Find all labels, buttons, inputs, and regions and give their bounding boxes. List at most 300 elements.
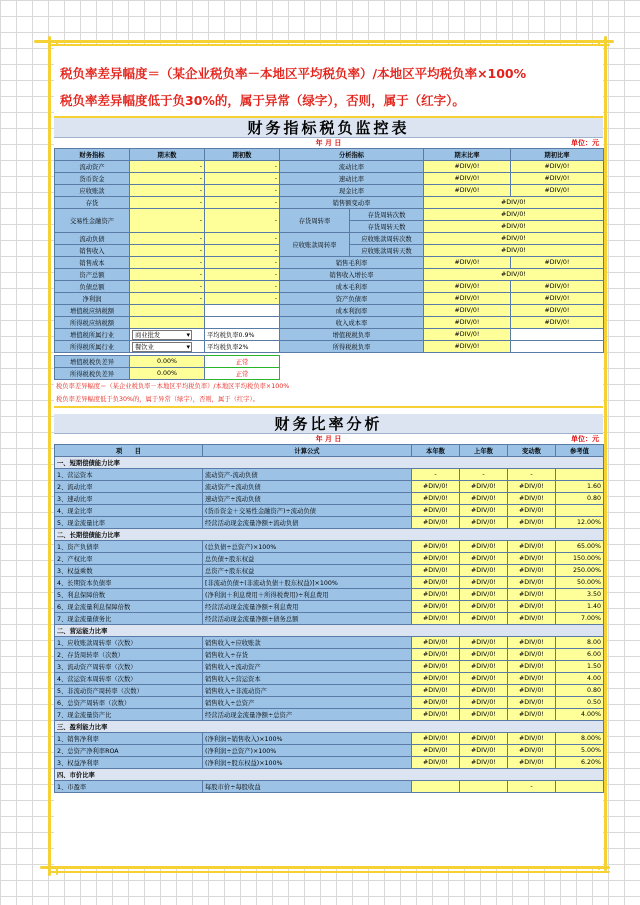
monitor-header-row — [55, 149, 604, 161]
change-cell: #DIV/0! — [508, 541, 556, 553]
table-row — [55, 469, 604, 481]
ratios-date: 年 月 日 — [315, 435, 342, 443]
item-cell: 1、销售净利率 — [55, 733, 203, 745]
indicator-label: 收入成本率 — [280, 317, 424, 329]
begin-ratio-cell — [511, 341, 604, 353]
formula-cell: 流动资产-流动负债 — [203, 469, 412, 481]
last-year-cell: #DIV/0! — [460, 613, 508, 625]
vat-diff-value: 0.00% — [130, 356, 205, 368]
begin-value-cell[interactable]: - — [205, 245, 280, 257]
table-row — [55, 673, 604, 685]
this-year-cell: #DIV/0! — [412, 649, 460, 661]
item-cell: 3、流动资产周转率（次数） — [55, 661, 203, 673]
end-value-cell[interactable]: - — [130, 245, 205, 257]
reference-cell: 50.00% — [556, 577, 604, 589]
formula-cell: 总负债÷股东权益 — [203, 553, 412, 565]
end-value-cell[interactable]: - — [130, 185, 205, 197]
table-row — [55, 493, 604, 505]
item-cell: 1、应收账款周转率（次数） — [55, 637, 203, 649]
end-value-cell[interactable] — [130, 317, 205, 329]
table-row — [55, 649, 604, 661]
change-cell: #DIV/0! — [508, 493, 556, 505]
change-cell: - — [508, 469, 556, 481]
begin-value-cell[interactable]: - — [205, 269, 280, 281]
note-formula: 税负率差异幅度＝（某企业税负率－本地区平均税负率）/本地区平均税负率×100% — [56, 383, 290, 390]
end-ratio-cell: #DIV/0! — [424, 185, 511, 197]
last-year-cell: #DIV/0! — [460, 505, 508, 517]
formula-cell: 销售收入÷营运资本 — [203, 673, 412, 685]
header-analysis-indicator: 分析指标 — [280, 149, 424, 161]
table-row — [55, 589, 604, 601]
this-year-cell: #DIV/0! — [412, 517, 460, 529]
this-year-cell: #DIV/0! — [412, 697, 460, 709]
table-row — [55, 269, 604, 281]
begin-ratio-cell: #DIV/0! — [511, 257, 604, 269]
formula-cell: 总资产÷股东权益 — [203, 565, 412, 577]
formula-cell: 销售收入÷总资产 — [203, 697, 412, 709]
last-year-cell: #DIV/0! — [460, 673, 508, 685]
item-cell: 5、现金流量比率 — [55, 517, 203, 529]
formula-cell: 经营活动现金流量净额÷债务总额 — [203, 613, 412, 625]
change-cell: #DIV/0! — [508, 685, 556, 697]
monitor-table — [54, 148, 604, 353]
reference-cell: 0.50 — [556, 697, 604, 709]
reference-cell — [556, 469, 604, 481]
tax-diff-table — [54, 355, 280, 380]
begin-ratio-cell: #DIV/0! — [511, 161, 604, 173]
end-value-cell[interactable]: - — [130, 269, 205, 281]
change-cell: #DIV/0! — [508, 757, 556, 769]
reference-cell: 0.80 — [556, 685, 604, 697]
section-row — [55, 625, 604, 637]
header-financial-item: 财务指标 — [55, 149, 130, 161]
vat-industry-cell — [130, 329, 205, 341]
item-cell: 7、现金流量债务比 — [55, 613, 203, 625]
this-year-cell: #DIV/0! — [412, 565, 460, 577]
formula-cell: 销售收入÷存货 — [203, 649, 412, 661]
end-ratio-cell: #DIV/0! — [424, 317, 511, 329]
end-ratio-cell: #DIV/0! — [424, 293, 511, 305]
ratio-cell: #DIV/0! — [424, 233, 604, 245]
header-this-year: 本年数 — [412, 445, 460, 457]
formula-cell: 销售收入÷流动资产 — [203, 661, 412, 673]
begin-ratio-cell: #DIV/0! — [511, 185, 604, 197]
item-cell: 3、权益净利率 — [55, 757, 203, 769]
begin-ratio-cell: #DIV/0! — [511, 317, 604, 329]
last-year-cell: #DIV/0! — [460, 733, 508, 745]
reference-cell: 7.00% — [556, 613, 604, 625]
begin-ratio-cell: #DIV/0! — [511, 281, 604, 293]
reference-cell: 3.50 — [556, 589, 604, 601]
reference-cell: 4.00 — [556, 673, 604, 685]
divider — [54, 406, 603, 414]
item-cell: 5、利息保障倍数 — [55, 589, 203, 601]
item-cell: 3、速动比率 — [55, 493, 203, 505]
header-begin-ratio: 期初比率 — [511, 149, 604, 161]
item-cell: 2、产权比率 — [55, 553, 203, 565]
indicator-label: 流动比率 — [280, 161, 424, 173]
table-row — [55, 697, 604, 709]
indicator-label: 存货周转天数 — [350, 221, 424, 233]
end-value-cell[interactable]: - — [130, 257, 205, 269]
table-row — [55, 685, 604, 697]
last-year-cell: #DIV/0! — [460, 481, 508, 493]
section-title: 三、盈利能力比率 — [55, 721, 604, 733]
item-cell: 4、营运资本周转率（次数） — [55, 673, 203, 685]
table-row — [55, 733, 604, 745]
this-year-cell: #DIV/0! — [412, 685, 460, 697]
this-year-cell: #DIV/0! — [412, 733, 460, 745]
end-value-cell[interactable]: - — [130, 293, 205, 305]
item-cell: 2、流动比率 — [55, 481, 203, 493]
item-cell: 5、非流动资产周转率（次数） — [55, 685, 203, 697]
this-year-cell: #DIV/0! — [412, 709, 460, 721]
reference-cell: 6.20% — [556, 757, 604, 769]
banner-line-2: 税负率差异幅度低于负30%的，属于异常（绿字），否则，属于（红字）。 — [60, 93, 465, 108]
formula-cell: 经营活动现金流量净额÷流动负债 — [203, 517, 412, 529]
indicator-label: 销售毛利率 — [280, 257, 424, 269]
change-cell: #DIV/0! — [508, 505, 556, 517]
reference-cell — [556, 781, 604, 793]
this-year-cell: #DIV/0! — [412, 637, 460, 649]
ratios-unit: 单位：元 — [571, 435, 599, 443]
indicator-label: 存货周转次数 — [350, 209, 424, 221]
last-year-cell: #DIV/0! — [460, 685, 508, 697]
row-label: 应收账款 — [55, 185, 130, 197]
formula-cell: 每股市价÷每股收益 — [203, 781, 412, 793]
reference-cell — [556, 505, 604, 517]
cit-industry-cell — [130, 341, 205, 353]
change-cell: #DIV/0! — [508, 637, 556, 649]
this-year-cell: #DIV/0! — [412, 481, 460, 493]
ratio-cell: #DIV/0! — [424, 209, 604, 221]
begin-value-cell[interactable]: - — [205, 257, 280, 269]
section-title: 四、市价比率 — [55, 769, 604, 781]
row-label: 存货 — [55, 197, 130, 209]
item-cell: 6、总资产周转率（次数） — [55, 697, 203, 709]
table-row — [55, 613, 604, 625]
frame-top — [34, 40, 614, 43]
last-year-cell: - — [460, 469, 508, 481]
header-item: 项 目 — [55, 445, 203, 457]
formula-cell: (净利润÷总资产)×100% — [203, 745, 412, 757]
receivable-turnover-group: 应收账款周转率 — [280, 233, 350, 257]
formula-cell: (货币资金＋交易性金融资产)÷流动负债 — [203, 505, 412, 517]
table-row — [55, 661, 604, 673]
last-year-cell: #DIV/0! — [460, 661, 508, 673]
indicator-label: 应收账款周转次数 — [350, 233, 424, 245]
change-cell: #DIV/0! — [508, 565, 556, 577]
header-end-ratio: 期末比率 — [424, 149, 511, 161]
reference-cell: 250.00% — [556, 565, 604, 577]
note-rule: 税负率差异幅度低于负30%的，属于异常（绿字），否则，属于（红字）。 — [56, 396, 259, 403]
section-row — [55, 721, 604, 733]
item-cell: 7、现金流量资产比 — [55, 709, 203, 721]
section-title: 二、营运能力比率 — [55, 625, 604, 637]
last-year-cell: #DIV/0! — [460, 745, 508, 757]
ratio-cell: #DIV/0! — [424, 269, 604, 281]
change-cell: #DIV/0! — [508, 745, 556, 757]
formula-cell: (净利润÷销售收入)×100% — [203, 733, 412, 745]
end-value-cell[interactable]: - — [130, 197, 205, 209]
begin-ratio-cell: #DIV/0! — [511, 293, 604, 305]
row-label: 负债总额 — [55, 281, 130, 293]
row-label: 交易性金融资产 — [55, 209, 130, 233]
begin-value-cell[interactable]: - — [205, 281, 280, 293]
header-last-year: 上年数 — [460, 445, 508, 457]
cit-industry-select[interactable]: 餐饮业 ▾ — [132, 342, 192, 352]
item-cell: 3、权益乘数 — [55, 565, 203, 577]
cit-diff-label: 所得税税负差异 — [55, 368, 130, 380]
table-row — [55, 305, 604, 317]
reference-cell: 1.40 — [556, 601, 604, 613]
table-row — [55, 356, 280, 368]
sales-change-rate-cell: #DIV/0! — [424, 197, 604, 209]
spreadsheet — [54, 46, 603, 866]
this-year-cell: #DIV/0! — [412, 601, 460, 613]
table-row — [55, 601, 604, 613]
end-value-cell[interactable]: - — [130, 281, 205, 293]
begin-value-cell[interactable]: - — [205, 185, 280, 197]
row-label: 所得税应纳税额 — [55, 317, 130, 329]
inventory-turnover-group: 存货周转率 — [280, 209, 350, 233]
table-row — [55, 541, 604, 553]
table-row — [55, 233, 604, 245]
last-year-cell: #DIV/0! — [460, 601, 508, 613]
table-row — [55, 709, 604, 721]
row-label: 流动资产 — [55, 161, 130, 173]
row-label: 资产总额 — [55, 269, 130, 281]
table-row — [55, 209, 604, 221]
this-year-cell: #DIV/0! — [412, 661, 460, 673]
last-year-cell: #DIV/0! — [460, 709, 508, 721]
indicator-label: 现金比率 — [280, 185, 424, 197]
row-label: 增值税应纳税额 — [55, 305, 130, 317]
this-year-cell: - — [412, 469, 460, 481]
formula-cell: 速动资产÷流动负债 — [203, 493, 412, 505]
item-cell: 2、存货周转率（次数） — [55, 649, 203, 661]
table-row — [55, 517, 604, 529]
table-row — [55, 481, 604, 493]
last-year-cell: #DIV/0! — [460, 649, 508, 661]
begin-ratio-cell: #DIV/0! — [511, 305, 604, 317]
reference-cell: 150.00% — [556, 553, 604, 565]
end-value-cell[interactable]: - — [130, 209, 205, 233]
formula-cell: (净利润÷股东权益)×100% — [203, 757, 412, 769]
this-year-cell: #DIV/0! — [412, 493, 460, 505]
formula-cell: (总负债÷总资产)×100% — [203, 541, 412, 553]
end-value-cell[interactable] — [130, 305, 205, 317]
frame-bottom — [40, 866, 610, 869]
begin-value-cell[interactable]: - — [205, 197, 280, 209]
header-begin-value: 期初数 — [205, 149, 280, 161]
end-ratio-cell: #DIV/0! — [424, 281, 511, 293]
this-year-cell: #DIV/0! — [412, 577, 460, 589]
indicator-label: 成本利润率 — [280, 305, 424, 317]
this-year-cell: #DIV/0! — [412, 673, 460, 685]
item-cell: 1、市盈率 — [55, 781, 203, 793]
change-cell: #DIV/0! — [508, 673, 556, 685]
frame-left — [48, 36, 51, 876]
vat-industry-label: 增值税所属行业 — [55, 329, 130, 341]
header-change: 变动数 — [508, 445, 556, 457]
ratios-header-row — [55, 445, 604, 457]
table-row — [55, 257, 604, 269]
begin-value-cell[interactable]: - — [205, 161, 280, 173]
cit-avg-rate: 平均税负率2% — [205, 341, 280, 353]
change-cell: #DIV/0! — [508, 553, 556, 565]
table-row — [55, 757, 604, 769]
last-year-cell — [460, 781, 508, 793]
table-row — [55, 197, 604, 209]
reference-cell: 1.50 — [556, 661, 604, 673]
last-year-cell: #DIV/0! — [460, 553, 508, 565]
indicator-label: 销售额变动率 — [280, 197, 424, 209]
end-ratio-cell: #DIV/0! — [424, 173, 511, 185]
change-cell: #DIV/0! — [508, 733, 556, 745]
begin-ratio-cell: #DIV/0! — [511, 173, 604, 185]
change-cell: #DIV/0! — [508, 649, 556, 661]
change-cell: #DIV/0! — [508, 517, 556, 529]
formula-cell: 经营活动现金流量净额÷利息费用 — [203, 601, 412, 613]
this-year-cell — [412, 781, 460, 793]
formula-cell: 流动资产÷流动负债 — [203, 481, 412, 493]
header-formula: 计算公式 — [203, 445, 412, 457]
item-cell: 1、营运资本 — [55, 469, 203, 481]
table-row — [55, 637, 604, 649]
item-cell: 4、长期资本负债率 — [55, 577, 203, 589]
banner-line-1: 税负率差异幅度＝（某企业税负率－本地区平均税负率）/本地区平均税负率×100% — [60, 66, 527, 81]
vat-status-badge: 正常 — [205, 356, 280, 368]
indicator-label: 资产负债率 — [280, 293, 424, 305]
ratios-subbar — [54, 434, 603, 444]
cit-status-badge: 正常 — [205, 368, 280, 380]
begin-value-cell[interactable]: - — [205, 209, 280, 233]
change-cell: #DIV/0! — [508, 481, 556, 493]
vat-avg-rate: 平均税负率0.9% — [205, 329, 280, 341]
monitor-date: 年 月 日 — [315, 139, 342, 147]
row-label: 流动负债 — [55, 233, 130, 245]
end-ratio-cell: #DIV/0! — [424, 329, 511, 341]
table-row — [55, 317, 604, 329]
end-ratio-cell: #DIV/0! — [424, 257, 511, 269]
header-end-value: 期末数 — [130, 149, 205, 161]
vat-industry-select[interactable]: 商业批发 ▾ — [132, 330, 192, 340]
formula-banner — [54, 46, 603, 118]
section-title: 一、短期偿债能力比率 — [55, 457, 604, 469]
table-row — [55, 577, 604, 589]
this-year-cell: #DIV/0! — [412, 505, 460, 517]
table-row — [55, 173, 604, 185]
monitor-unit: 单位：元 — [571, 139, 599, 147]
begin-ratio-cell — [511, 329, 604, 341]
indicator-label: 增值税税负率 — [280, 329, 424, 341]
begin-value-cell[interactable]: - — [205, 233, 280, 245]
indicator-label: 所得税税负率 — [280, 341, 424, 353]
begin-value-cell[interactable]: - — [205, 173, 280, 185]
table-row — [55, 329, 604, 341]
frame-right — [604, 36, 607, 871]
indicator-label: 速动比率 — [280, 173, 424, 185]
reference-cell: 6.00 — [556, 649, 604, 661]
table-row — [55, 293, 604, 305]
last-year-cell: #DIV/0! — [460, 493, 508, 505]
change-cell: #DIV/0! — [508, 709, 556, 721]
item-cell: 2、总资产净利率ROA — [55, 745, 203, 757]
formula-cell: 经营活动现金流量净额÷总资产 — [203, 709, 412, 721]
ratio-cell: #DIV/0! — [424, 221, 604, 233]
this-year-cell: #DIV/0! — [412, 589, 460, 601]
end-value-cell[interactable]: - — [130, 233, 205, 245]
end-value-cell[interactable]: - — [130, 161, 205, 173]
reference-cell: 8.00% — [556, 733, 604, 745]
this-year-cell: #DIV/0! — [412, 757, 460, 769]
begin-value-cell[interactable] — [205, 317, 280, 329]
last-year-cell: #DIV/0! — [460, 577, 508, 589]
item-cell: 4、现金比率 — [55, 505, 203, 517]
section-row — [55, 529, 604, 541]
section-row — [55, 769, 604, 781]
end-ratio-cell: #DIV/0! — [424, 161, 511, 173]
reference-cell: 65.00% — [556, 541, 604, 553]
table-row — [55, 161, 604, 173]
row-label: 销售收入 — [55, 245, 130, 257]
change-cell: #DIV/0! — [508, 661, 556, 673]
last-year-cell: #DIV/0! — [460, 697, 508, 709]
reference-cell: 8.00 — [556, 637, 604, 649]
cit-industry-label: 所得税所属行业 — [55, 341, 130, 353]
reference-cell: 4.00% — [556, 709, 604, 721]
header-reference: 参考值 — [556, 445, 604, 457]
reference-cell: 1.60 — [556, 481, 604, 493]
this-year-cell: #DIV/0! — [412, 613, 460, 625]
table-row — [55, 281, 604, 293]
change-cell: #DIV/0! — [508, 613, 556, 625]
row-label: 销售成本 — [55, 257, 130, 269]
begin-value-cell[interactable] — [205, 305, 280, 317]
indicator-label: 销售收入增长率 — [280, 269, 424, 281]
last-year-cell: #DIV/0! — [460, 517, 508, 529]
end-value-cell[interactable]: - — [130, 173, 205, 185]
this-year-cell: #DIV/0! — [412, 745, 460, 757]
formula-cell: [非流动负债÷(非流动负债＋股东权益)]×100% — [203, 577, 412, 589]
frame-bottom-2 — [50, 871, 610, 873]
change-cell: #DIV/0! — [508, 577, 556, 589]
section-title: 二、长期偿债能力比率 — [55, 529, 604, 541]
last-year-cell: #DIV/0! — [460, 589, 508, 601]
last-year-cell: #DIV/0! — [460, 541, 508, 553]
reference-cell: 12.00% — [556, 517, 604, 529]
last-year-cell: #DIV/0! — [460, 565, 508, 577]
begin-value-cell[interactable]: - — [205, 293, 280, 305]
this-year-cell: #DIV/0! — [412, 541, 460, 553]
item-cell: 1、资产负债率 — [55, 541, 203, 553]
formula-cell: 销售收入÷应收账款 — [203, 637, 412, 649]
ratio-cell: #DIV/0! — [424, 245, 604, 257]
end-ratio-cell: #DIV/0! — [424, 305, 511, 317]
table-row — [55, 368, 280, 380]
table-row — [55, 185, 604, 197]
row-label: 净利润 — [55, 293, 130, 305]
item-cell: 6、现金流量利息保障倍数 — [55, 601, 203, 613]
row-label: 货币资金 — [55, 173, 130, 185]
last-year-cell: #DIV/0! — [460, 637, 508, 649]
table-row — [55, 745, 604, 757]
reference-cell: 0.80 — [556, 493, 604, 505]
change-cell: #DIV/0! — [508, 589, 556, 601]
indicator-label: 应收账款周转天数 — [350, 245, 424, 257]
last-year-cell: #DIV/0! — [460, 757, 508, 769]
